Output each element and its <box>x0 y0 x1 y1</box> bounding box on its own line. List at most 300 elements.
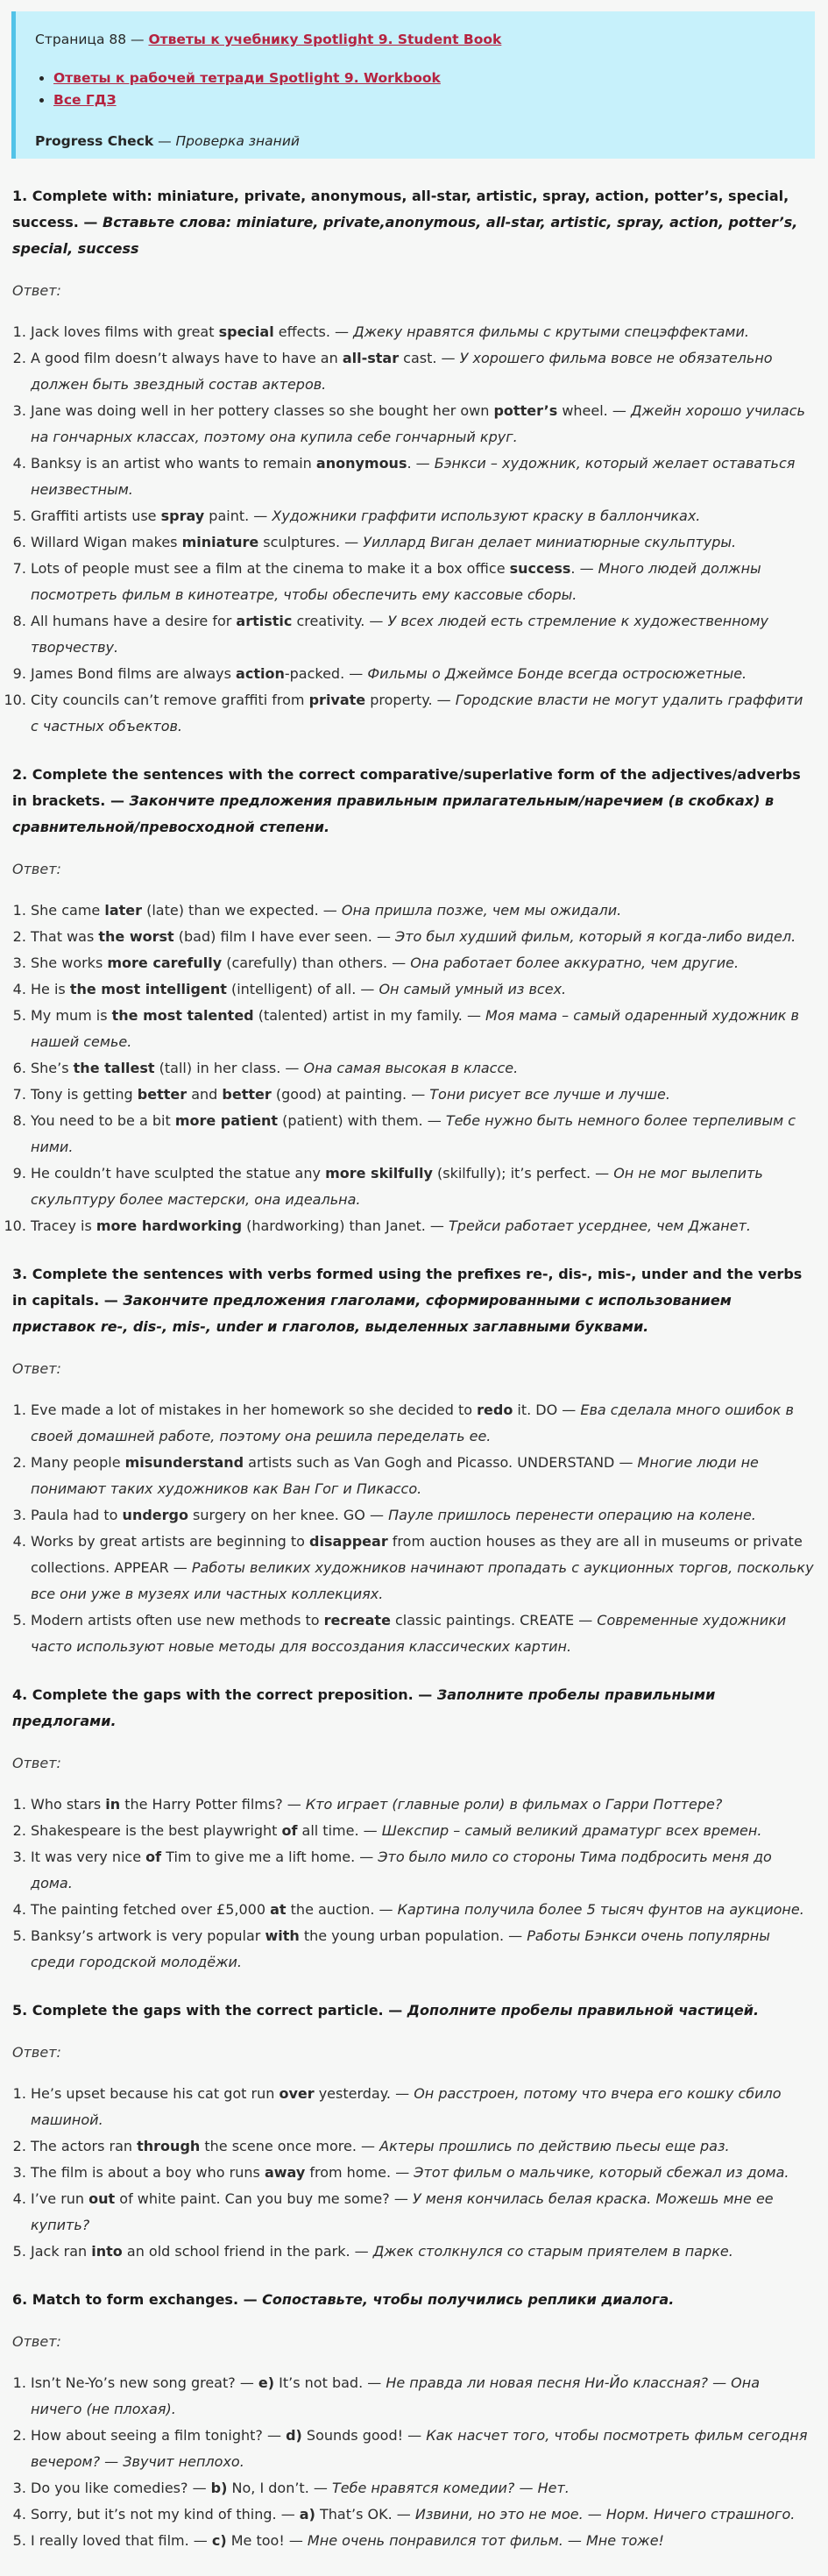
list-item <box>31 1607 815 1660</box>
list-item <box>31 661 815 687</box>
answer-english <box>31 2138 357 2154</box>
links-list <box>35 67 815 111</box>
sentence-text: (patient) with them. <box>278 1112 423 1129</box>
dash-separator: — <box>355 1849 379 1865</box>
answer-word: the most intelligent <box>69 981 227 997</box>
list-item <box>31 2160 815 2186</box>
sentence-text: the scene once more. <box>200 2138 357 2154</box>
exercise-title-ru: Сопоставьте, чтобы получились реплики диалога. <box>262 2291 675 2308</box>
exercise-title-ru: Закончите предложения правильным прилагательным/наречием (в скобках) в сравнительной/превосходной степени. <box>12 792 775 835</box>
dash-separator: — <box>340 534 364 550</box>
sentence-text: City councils can’t remove graffiti from <box>31 692 309 708</box>
exercise-title-ru: Закончите предложения глаголами, сформированными с использованием приставок re-, dis-, mis-, under и глаголов, выделенных заглавными буквами. <box>12 1292 732 1335</box>
sentence-text: -packed. <box>284 665 345 682</box>
answer-word: more patient <box>174 1112 279 1129</box>
sentence-text: It was very nice <box>31 1849 146 1865</box>
answer-word: the most talented <box>111 1007 254 1024</box>
dash-separator: — <box>280 1060 304 1076</box>
list-item <box>31 556 815 608</box>
answer-english <box>31 928 372 945</box>
sentence-text: creativity. <box>292 613 365 629</box>
answer-translation: Она пришла позже, чем мы ожидали. <box>341 902 622 919</box>
answer-translation: Многие люди не понимают таких художников как Ван Гог и Пикассо. <box>31 1454 759 1497</box>
answer-translation: Это было мило со стороны Тима подбросить меня до дома. <box>31 1849 772 1891</box>
answer-translation: Тони рисует все лучше и лучше. <box>429 1086 670 1103</box>
answer-translation: Как насчет того, чтобы посмотреть фильм сегодня вечером? — Звучит неплохо. <box>31 2427 808 2470</box>
answer-english <box>31 2085 391 2102</box>
answer-translation: Актеры прошлись по действию пьесы еще раз. <box>379 2138 730 2154</box>
page-label: Страница 88 — <box>35 32 149 47</box>
list-item <box>31 2423 815 2475</box>
exercise-title-en: 4. Complete the gaps with the correct preposition. — <box>12 1686 437 1703</box>
page-line <box>35 29 815 50</box>
answer-translation: У меня кончилась белая краска. Можешь мне ее купить? <box>31 2190 774 2233</box>
list-item <box>31 950 815 976</box>
answer-word: into <box>91 2243 123 2260</box>
answer-translation: Джек столкнулся со старым приятелем в парке. <box>372 2243 733 2260</box>
answer-label: Ответ: <box>12 282 61 299</box>
sentence-text: Banksy is an artist who wants to remain <box>31 455 316 472</box>
list-item <box>31 2239 815 2265</box>
answer-word: the tallest <box>73 1060 155 1076</box>
sentence-text: Me too! <box>226 2532 285 2549</box>
sentence-text: of white paint. Can you buy me some? <box>115 2190 390 2207</box>
answer-english <box>31 323 330 340</box>
exercise-section <box>12 2287 815 2554</box>
answer-word: spray <box>160 507 205 524</box>
sentence-text: A good film doesn’t always have to have an <box>31 350 343 366</box>
answer-list <box>12 898 815 1239</box>
dash-separator: — <box>607 402 631 419</box>
sentence-text: surgery on her knee. GO <box>188 1507 365 1523</box>
answer-english <box>31 981 356 997</box>
answer-english <box>31 692 433 708</box>
sentence-text: an old school friend in the park. <box>122 2243 350 2260</box>
list-item <box>31 345 815 398</box>
list-item <box>31 924 815 950</box>
sentence-text: All humans have a desire for <box>31 613 237 629</box>
dash-separator: — <box>249 507 272 524</box>
dash-separator: — <box>358 1822 382 1839</box>
list-item <box>31 319 815 345</box>
answer-english <box>31 1796 283 1813</box>
answer-word: e) <box>258 2374 275 2391</box>
list-item <box>31 503 815 529</box>
exercise-title-ru: Заполните пробелы правильными предлогами. <box>12 1686 716 1729</box>
exercise-title <box>12 2287 815 2313</box>
answer-english <box>31 613 364 629</box>
answer-word: more skilfully <box>325 1165 433 1182</box>
dash-separator: — <box>462 1007 486 1024</box>
answer-list <box>12 2081 815 2265</box>
sentence-text: Banksy’s artwork is very popular <box>31 1927 265 1944</box>
answer-word: action <box>236 665 285 682</box>
answer-word: better <box>222 1086 272 1103</box>
answer-translation: Современные художники часто используют новые методы для воссоздания классических картин. <box>31 1612 787 1655</box>
answer-translation: Не правда ли новая песня Ни-Йо классная? — Она ничего (не плохая). <box>31 2374 761 2417</box>
sentence-text: How about seeing a film tonight? — <box>31 2427 287 2444</box>
sentence-text: Many people <box>31 1454 125 1471</box>
sentence-text: (late) than we expected. <box>142 902 319 919</box>
sentence-text: I really loved that film. — <box>31 2532 212 2549</box>
dash-separator: — <box>403 2427 427 2444</box>
answer-english <box>31 2190 390 2207</box>
exercise-title <box>12 1682 815 1735</box>
sentence-text: Isn’t Ne-Yo’s new song great? — <box>31 2374 258 2391</box>
answer-translation: Джеку нравятся фильмы с крутыми спецэффектами. <box>353 323 749 340</box>
workbook-link[interactable]: Ответы к рабочей тетради Spotlight 9. Workbook <box>53 70 441 86</box>
sentence-text: (tall) in her class. <box>154 1060 281 1076</box>
dash-separator: — <box>389 2190 413 2207</box>
exercise-section <box>12 762 815 1239</box>
dash-separator: — <box>356 981 379 997</box>
sentence-text: Who stars <box>31 1796 106 1813</box>
dash-separator: — <box>557 1402 581 1418</box>
dash-separator: — <box>392 2506 415 2523</box>
dash-separator: — <box>614 1454 638 1471</box>
all-gdz-link[interactable]: Все ГДЗ <box>53 92 117 108</box>
answer-translation: Кто играет (главные роли) в фильмах о Гарри Поттере? <box>305 1796 723 1813</box>
dash-separator: — <box>407 1086 430 1103</box>
exercise-title-ru: Вставьте слова: miniature, private,anonymous, all-star, artistic, spray, action, potter’s, special, success <box>12 214 798 257</box>
sentence-text: Lots of people must see a film at the cinema to make it a box office <box>31 560 510 577</box>
answer-word: later <box>104 902 143 919</box>
answer-english <box>31 534 340 550</box>
sentence-text: Jack loves films with great <box>31 323 219 340</box>
sentence-text: Sounds good! <box>301 2427 404 2444</box>
answer-translation: Пауле пришлось перенести операцию на колене. <box>388 1507 756 1523</box>
sentence-text: (bad) film I have ever seen. <box>173 928 372 945</box>
answer-english <box>31 2243 350 2260</box>
list-item <box>31 976 815 1003</box>
answer-english <box>31 1822 359 1839</box>
exercise-title-en: 2. Complete the sentences with the correct comparative/superlative form of the adjectives/adverbs in brackets. — <box>12 766 801 809</box>
sentence-text: artists such as Van Gogh and Picasso. UNDERSTAND <box>244 1454 615 1471</box>
dash-separator: — <box>425 1217 449 1234</box>
exercise-title-en: 6. Match to form exchanges. — <box>12 2291 263 2308</box>
answer-label: Ответ: <box>12 1360 61 1377</box>
progress-check <box>35 131 815 152</box>
sentence-text: She’s <box>31 1060 74 1076</box>
progress-check-title: Progress Check <box>35 133 154 149</box>
answer-word: artistic <box>236 613 293 629</box>
answer-word: c) <box>211 2532 227 2549</box>
answer-english <box>31 2374 363 2391</box>
list-item <box>31 1082 815 1108</box>
dash-separator: — <box>574 1612 598 1629</box>
answer-word: more hardworking <box>96 1217 243 1234</box>
answer-word: success <box>509 560 571 577</box>
dash-separator: — <box>282 1796 306 1813</box>
list-item <box>31 1897 815 1923</box>
dash-separator: — <box>422 1112 446 1129</box>
sentence-text: Eve made a lot of mistakes in her homework so she decided to <box>31 1402 478 1418</box>
list-item <box>53 89 815 111</box>
answer-translation: Ева сделала много ошибок в своей домашней работе, поэтому она решила переделать ее. <box>31 1402 794 1444</box>
answer-word: the worst <box>98 928 174 945</box>
dash-separator: — <box>363 2374 386 2391</box>
sentence-text: (intelligent) of all. <box>226 981 357 997</box>
answer-translation: Моя мама – самый одаренный художник в нашей семье. <box>31 1007 799 1050</box>
answer-word: d) <box>286 2427 302 2444</box>
sentence-text: That was <box>31 928 99 945</box>
answer-word: a) <box>299 2506 315 2523</box>
answer-word: undergo <box>122 1507 188 1523</box>
main-content <box>12 183 815 2576</box>
dash-separator: — <box>387 954 411 971</box>
header-box <box>11 11 815 159</box>
sentence-text: classic paintings. CREATE <box>390 1612 575 1629</box>
list-item <box>31 1529 815 1607</box>
answer-english <box>31 1060 280 1076</box>
answer-translation: Бэнкси – художник, который желает оставаться неизвестным. <box>31 455 796 498</box>
answer-english <box>31 1454 614 1471</box>
exercise-title-en: 1. Complete with: miniature, private, anonymous, all-star, artistic, spray, action, potter’s, special, success. — <box>12 188 789 231</box>
answer-translation: Картина получила более 5 тысяч фунтов на аукционе. <box>397 1901 804 1918</box>
sentence-text: He is <box>31 981 70 997</box>
sentence-text: (carefully) than others. <box>222 954 388 971</box>
sentence-text: wheel. <box>557 402 608 419</box>
dash-separator: — <box>168 1559 192 1576</box>
list-item <box>31 1397 815 1450</box>
sentence-text: yesterday. <box>314 2085 392 2102</box>
list-item <box>31 2133 815 2160</box>
dash-separator: — <box>350 2243 373 2260</box>
answer-translation: Работы великих художников начинают пропадать с аукционных торгов, поскольку все они уже в музеях или частных коллекциях. <box>31 1559 814 1602</box>
dash-separator: — <box>391 2164 414 2181</box>
answer-word: all-star <box>342 350 400 366</box>
answer-translation: У хорошего фильма вовсе не обязательно должен быть звездный состав актеров. <box>31 350 773 393</box>
sentence-text: Sorry, but it’s not my kind of thing. — <box>31 2506 300 2523</box>
answer-word: better <box>137 1086 188 1103</box>
answer-english <box>31 507 249 524</box>
answer-label: Ответ: <box>12 1755 61 1771</box>
exercise-section <box>12 1998 815 2265</box>
dash-separator: — <box>432 692 456 708</box>
sentence-text: The painting fetched over £5,000 <box>31 1901 271 1918</box>
exercise-title <box>12 762 815 841</box>
answer-english <box>31 2532 285 2549</box>
answer-translation: Работы Бэнкси очень популярны среди городской молодёжи. <box>31 1927 770 1970</box>
answer-translation: У всех людей есть стремление к художественному творчеству. <box>31 613 769 656</box>
answer-list <box>12 1792 815 1976</box>
sentence-text: She came <box>31 902 105 919</box>
answer-translation: Много людей должны посмотреть фильм в кинотеатре, чтобы обеспечить ему кассовые сборы. <box>31 560 761 603</box>
sentence-text: (talented) artist in my family. <box>253 1007 463 1024</box>
dash-separator: — <box>318 902 342 919</box>
answer-word: of <box>281 1822 298 1839</box>
sentence-text: He’s upset because his cat got run <box>31 2085 280 2102</box>
sentence-text: He couldn’t have sculpted the statue any <box>31 1165 326 1182</box>
answer-english <box>31 1927 504 1944</box>
dash-separator: — <box>575 560 598 577</box>
answer-word: anonymous <box>315 455 407 472</box>
list-item <box>31 1003 815 1055</box>
answer-english <box>31 1612 574 1629</box>
sentence-text: the young urban population. <box>299 1927 505 1944</box>
dash-separator: — <box>308 2480 332 2496</box>
sentence-text: it. DO <box>513 1402 558 1418</box>
answer-translation: Она самая высокая в классе. <box>303 1060 519 1076</box>
dash-separator: — <box>344 665 368 682</box>
answer-english <box>31 1217 426 1234</box>
answer-translation: Этот фильм о мальчике, который сбежал из дома. <box>414 2164 789 2181</box>
answer-translation: Джейн хорошо училась на гончарных классах, поэтому она купила себе гончарный круг. <box>31 402 805 445</box>
exercise-section <box>12 1261 815 1660</box>
dash-separator: — <box>504 1927 527 1944</box>
sentence-text: No, I don’t. <box>227 2480 309 2496</box>
dash-separator: — <box>391 2085 414 2102</box>
sentence-text: cast. <box>399 350 437 366</box>
answer-translation: Мне очень понравился тот фильм. — Мне тоже! <box>307 2532 664 2549</box>
list-item <box>31 2501 815 2528</box>
list-item <box>31 1923 815 1976</box>
answer-word: at <box>270 1901 287 1918</box>
student-book-link[interactable]: Ответы к учебнику Spotlight 9. Student Book <box>148 32 502 47</box>
sentence-text: Works by great artists are beginning to <box>31 1533 309 1550</box>
list-item <box>31 898 815 924</box>
sentence-text: You need to be a bit <box>31 1112 175 1129</box>
dash-separator: — <box>364 613 388 629</box>
answer-english <box>31 954 387 971</box>
dash-separator: — <box>411 455 435 472</box>
sentence-text: from auction houses as they are all in museums or private collections. APPEAR <box>31 1533 803 1576</box>
answer-word: over <box>279 2085 315 2102</box>
exercise-title-en: 3. Complete the sentences with verbs formed using the prefixes re-, dis-, mis-, under and the verbs in capitals. — <box>12 1266 803 1309</box>
answer-english <box>31 1086 407 1103</box>
answer-label: Ответ: <box>12 2333 61 2350</box>
sentence-text: . <box>570 560 576 577</box>
list-item <box>31 1450 815 1502</box>
sentence-text: Graffiti artists use <box>31 507 161 524</box>
dash-separator: — <box>591 1165 614 1182</box>
sentence-text: It’s not bad. <box>274 2374 364 2391</box>
exercise-title-en: 5. Complete the gaps with the correct particle. — <box>12 2002 407 2019</box>
answer-word: potter’s <box>493 402 558 419</box>
answer-english <box>31 1402 557 1418</box>
answer-word: of <box>145 1849 162 1865</box>
list-item <box>31 2081 815 2133</box>
answer-english <box>31 560 576 577</box>
answer-word: disappear <box>309 1533 388 1550</box>
dash-separator: — <box>372 928 396 945</box>
list-item <box>31 2370 815 2423</box>
sentence-text: the auction. <box>286 1901 375 1918</box>
sentence-text: The film is about a boy who runs <box>31 2164 265 2181</box>
list-item <box>31 1108 815 1160</box>
dash-separator: — <box>436 350 460 366</box>
list-item <box>53 67 815 89</box>
answer-word: special <box>218 323 274 340</box>
answer-english <box>31 402 608 419</box>
answer-english <box>31 1112 423 1129</box>
answer-english <box>31 2164 391 2181</box>
answer-translation: Это был худший фильм, который я когда-либо видел. <box>395 928 796 945</box>
dash-separator: — <box>374 1901 398 1918</box>
answer-english <box>31 350 436 366</box>
list-item <box>31 2475 815 2501</box>
answer-word: away <box>264 2164 306 2181</box>
answer-english <box>31 1849 355 1865</box>
answer-translation: Он не мог вылепить скульптуру более мастерски, она идеальна. <box>31 1165 763 1208</box>
list-item <box>31 608 815 661</box>
list-item <box>31 1502 815 1529</box>
sentence-text: Tony is getting <box>31 1086 138 1103</box>
answer-list <box>12 319 815 740</box>
list-item <box>31 1818 815 1844</box>
list-item <box>31 398 815 451</box>
answer-word: recreate <box>323 1612 391 1629</box>
sentence-text: Willard Wigan makes <box>31 534 182 550</box>
sentence-text: I’ve run <box>31 2190 89 2207</box>
answer-word: private <box>308 692 366 708</box>
sentence-text: the Harry Potter films? <box>120 1796 283 1813</box>
sentence-text: (hardworking) than Janet. <box>242 1217 426 1234</box>
dash-separator: — <box>329 323 354 340</box>
answer-translation: Фильмы о Джеймсе Бонде всегда остросюжетные. <box>367 665 747 682</box>
sentence-text: Jane was doing well in her pottery classes so she bought her own <box>31 402 494 419</box>
exercise-title <box>12 1261 815 1340</box>
answer-translation: Городские власти не могут удалить граффити с частных объектов. <box>31 692 803 734</box>
list-item <box>31 687 815 740</box>
answer-translation: Извини, но это не мое. — Норм. Ничего страшного. <box>414 2506 796 2523</box>
sentence-text: Tracey is <box>31 1217 96 1234</box>
sentence-text: Do you like comedies? — <box>31 2480 211 2496</box>
list-item <box>31 1055 815 1082</box>
sentence-text: My mum is <box>31 1007 112 1024</box>
answer-english <box>31 1507 365 1523</box>
exercise-title-ru: Дополните пробелы правильной частицей. <box>407 2002 760 2019</box>
answer-english <box>31 2480 309 2496</box>
answer-translation: Тебе нужно быть немного более терпеливым с ними. <box>31 1112 796 1155</box>
list-item <box>31 451 815 503</box>
answer-word: b) <box>210 2480 228 2496</box>
sentence-text: (skilfully); it’s perfect. <box>432 1165 591 1182</box>
answer-list <box>12 1397 815 1660</box>
sentence-text: James Bond films are always <box>31 665 237 682</box>
progress-check-ru: Проверка знаний <box>175 133 300 149</box>
answer-list <box>12 2370 815 2554</box>
answer-translation: Художники граффити используют краску в баллончиках. <box>272 507 701 524</box>
list-item <box>31 2528 815 2554</box>
sentence-text: sculptures. <box>258 534 341 550</box>
progress-check-sep: — <box>153 133 176 149</box>
answer-english <box>31 665 344 682</box>
sentence-text: property. <box>365 692 433 708</box>
answer-english <box>31 2506 393 2523</box>
exercise-section <box>12 183 815 740</box>
exercise-title <box>12 1998 815 2024</box>
list-item <box>31 1213 815 1239</box>
list-item <box>31 1160 815 1213</box>
dash-separator: — <box>356 2138 380 2154</box>
sentence-text: effects. <box>273 323 330 340</box>
answer-english <box>31 1165 591 1182</box>
sentence-text: . <box>407 455 412 472</box>
sentence-text: Jack ran <box>31 2243 92 2260</box>
answer-word: redo <box>477 1402 513 1418</box>
answer-english <box>31 1901 374 1918</box>
answer-word: with <box>265 1927 300 1944</box>
exercise-section <box>12 1682 815 1976</box>
exercise-title <box>12 183 815 262</box>
list-item <box>31 529 815 556</box>
answer-word: more carefully <box>107 954 223 971</box>
dash-separator: — <box>364 1507 389 1523</box>
sentence-text: Paula had to <box>31 1507 123 1523</box>
answer-english <box>31 1007 463 1024</box>
answer-word: in <box>105 1796 121 1813</box>
